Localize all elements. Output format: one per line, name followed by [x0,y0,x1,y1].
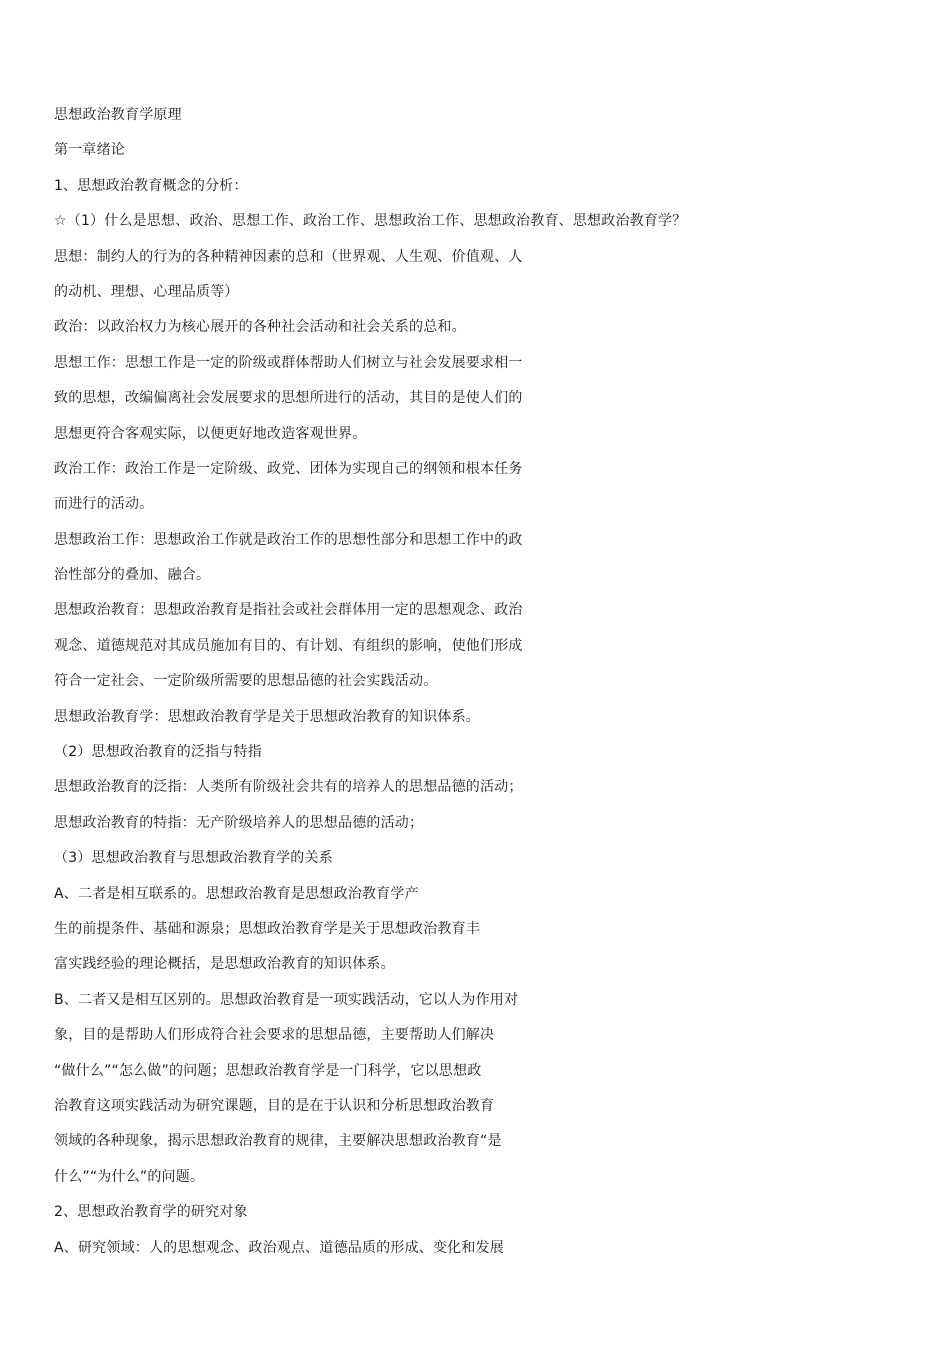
text-line: 治性部分的叠加、融合。 [54,567,211,584]
subsection-heading: ☆（1）什么是思想、政治、思想工作、政治工作、思想政治工作、思想政治教育、思想政治教育学？ [54,213,687,230]
text-line: 思想：制约人的行为的各种精神因素的总和（世界观、人生观、价值观、人 [54,248,523,265]
text-line: 思想政治教育：思想政治教育是指社会或社会群体用一定的思想观念、政治 [54,602,523,619]
chapter-heading: 第一章绪论 [54,142,125,159]
subsection-heading: （2）思想政治教育的泛指与特指 [54,744,262,761]
text-line: A、二者是相互联系的。思想政治教育是思想政治教育学产 [54,885,419,902]
text-line: 思想政治教育学：思想政治教育学是关于思想政治教育的知识体系。 [54,708,480,725]
text-line: 思想更符合客观实际，以便更好地改造客观世界。 [54,425,367,442]
text-line: 治教育这项实践活动为研究课题，目的是在于认识和分析思想政治教育 [54,1097,495,1114]
text-line: 领域的各种现象，揭示思想政治教育的规律，主要解决思想政治教育“是 [54,1133,502,1150]
text-line: 致的思想，改编偏离社会发展要求的思想所进行的活动，其目的是使人们的 [54,390,523,407]
text-line: 富实践经验的理论概括，是思想政治教育的知识体系。 [54,956,395,973]
text-line: 观念、道德规范对其成员施加有目的、有计划、有组织的影响，使他们形成 [54,637,523,654]
text-line: 思想政治工作：思想政治工作就是政治工作的思想性部分和思想工作中的政 [54,531,523,548]
subsection-heading: （3）思想政治教育与思想政治教育学的关系 [54,850,333,867]
text-line: 政治工作：政治工作是一定阶级、政党、团体为实现自己的纲领和根本任务 [54,460,523,477]
text-line: A、研究领域：人的思想观念、政治观点、道德品质的形成、变化和发展 [54,1239,504,1256]
text-line: 思想工作：思想工作是一定的阶级或群体帮助人们树立与社会发展要求相一 [54,354,523,371]
text-line: B、二者又是相互区别的。思想政治教育是一项实践活动，它以人为作用对 [54,991,519,1008]
text-line: 的动机、理想、心理品质等） [54,283,239,300]
document-title: 思想政治教育学原理 [54,107,182,123]
text-line: 什么”“为什么”的问题。 [54,1168,205,1185]
document-body [54,104,934,1272]
text-line: 思想政治教育的特指：无产阶级培养人的思想品德的活动； [54,814,424,831]
text-line: “做什么”“怎么做”的问题；思想政治教育学是一门科学，它以思想政 [54,1062,482,1079]
text-line: 生的前提条件、基础和源泉；思想政治教育学是关于思想政治教育丰 [54,920,480,937]
section-heading: 2、思想政治教育学的研究对象 [54,1204,248,1221]
text-line: 思想政治教育的泛指：人类所有阶级社会共有的培养人的思想品德的活动； [54,779,523,796]
text-line: 而进行的活动。 [54,496,154,513]
text-line: 符合一定社会、一定阶级所需要的思想品德的社会实践活动。 [54,673,438,690]
text-line: 象，目的是帮助人们形成符合社会要求的思想品德，主要帮助人们解决 [54,1027,495,1044]
section-heading: 1、思想政治教育概念的分析： [54,177,248,194]
text-line: 政治：以政治权力为核心展开的各种社会活动和社会关系的总和。 [54,319,466,336]
